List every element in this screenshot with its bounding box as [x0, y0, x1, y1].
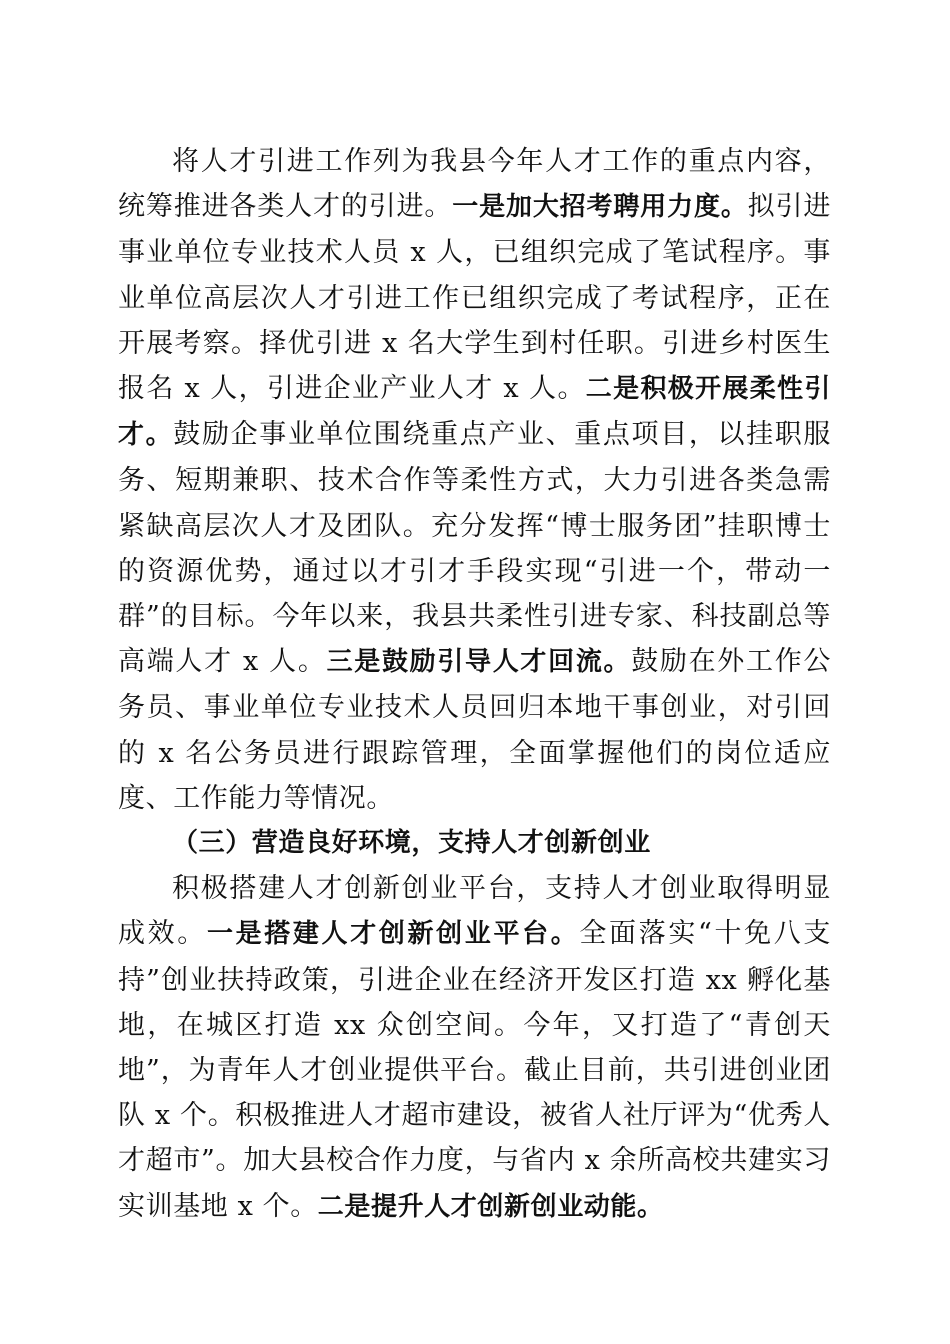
- document-body: [118, 139, 831, 1230]
- bold-point-3: 三是鼓励引导人才回流。: [326, 647, 632, 678]
- paragraph-innovation-platform: [118, 866, 831, 1230]
- section-heading: （三）营造良好环境，支持人才创新创业: [172, 828, 651, 859]
- paragraph-text: 鼓励企事业单位围绕重点产业、重点项目，以挂职服务、短期兼职、技术合作等柔性方式，大力引进各类急需紧缺高层次人才及团队。充分发挥“博士服务团”挂职博士的资源优势，通过以才引才手段实现“引进一个，带动一群”的目标。今年以来，我县共柔性引进专家、科技副总等高端人才 x 人。: [118, 419, 831, 678]
- paragraph-talent-introduction: [118, 139, 831, 821]
- paragraph-text: 拟引进事业单位专业技术人员 x 人，已组织完成了笔试程序。事业单位高层次人才引进工作已组织完成了考试程序，正在开展考察。择优引进 x 名大学生到村任职。引进乡村医生报名 x 人，引进企业产业人才 x 人。: [118, 191, 831, 405]
- bold-point-2: 二是提升人才创新创业动能。: [317, 1191, 664, 1222]
- bold-point-2: 二是积极开展柔性引才。: [118, 374, 831, 451]
- paragraph-text: 鼓励在外工作公务员、事业单位专业技术人员回归本地干事创业，对引回的 x 名公务员进行跟踪管理，全面掌握他们的岗位适应度、工作能力等情况。: [118, 646, 831, 814]
- paragraph-text: 全面落实“十免八支持”创业扶持政策，引进企业在经济开发区打造 xx 孵化基地，在城区打造 xx 众创空间。今年，又打造了“青创天地”，为青年人才创业提供平台。截止目前，共引进创业团队 x 个。积极推进人才超市建设，被省人社厅评为“优秀人才超市”。加大县校合作力度，与省内 x 余所高校共建实习实训基地 x 个。: [118, 918, 831, 1222]
- paragraph-text: 积极搭建人才创新创业平台，支持人才创业取得明显成效。: [118, 873, 831, 950]
- paragraph-text: 将人才引进工作列为我县今年人才工作的重点内容，统筹推进各类人才的引进。: [118, 146, 831, 223]
- bold-point-1: 一是搭建人才创新创业平台。: [206, 919, 580, 950]
- bold-point-1: 一是加大招考聘用力度。: [452, 192, 748, 223]
